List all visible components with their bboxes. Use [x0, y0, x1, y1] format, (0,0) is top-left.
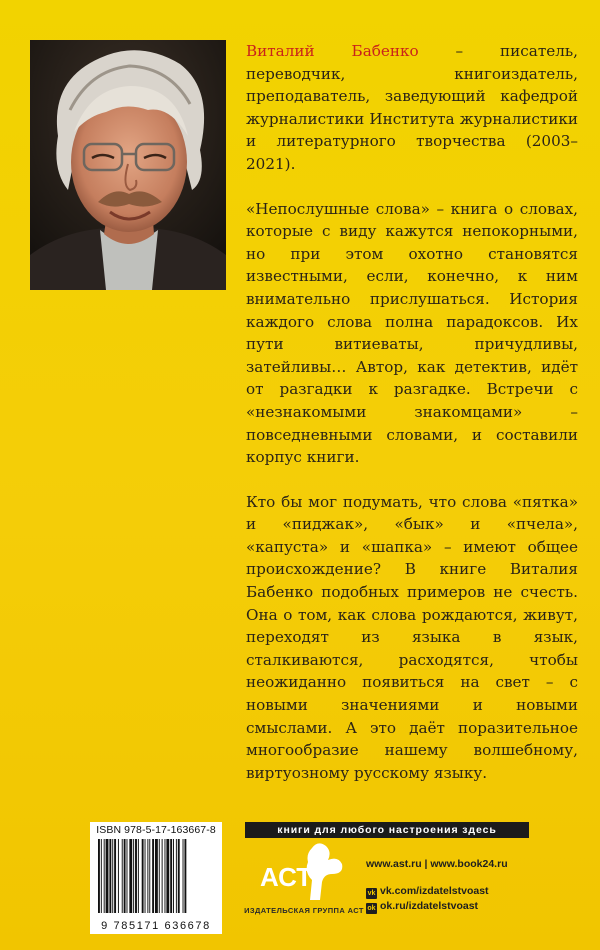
isbn-label: ISBN 978-5-17-163667-8: [96, 824, 216, 836]
barcode-digits: 9 785171 636678: [101, 920, 211, 932]
website-links[interactable]: www.ast.ru | www.book24.ru: [366, 858, 508, 870]
author-bio: [246, 40, 578, 176]
publisher-links: [366, 858, 536, 914]
author-photo: [30, 40, 226, 290]
ok-link-text: ok.ru/izdatelstvoast: [380, 900, 479, 912]
author-name: Виталий Бабенко: [246, 42, 419, 60]
vk-icon: vk: [367, 890, 376, 897]
social-link-ok[interactable]: [366, 899, 536, 914]
author-bio-text: – писатель, переводчик, книгоиздатель, преподаватель, заведующий кафедрой журналистики Института журналистики и литературного творчества (2003–2021).: [246, 42, 578, 173]
ast-logo-icon: [252, 842, 356, 902]
publisher-name: ИЗДАТЕЛЬСКАЯ ГРУППА АСТ: [244, 906, 364, 915]
book-description-continued: Кто бы мог подумать, что слова «пятка» и «пиджак», «бык» и «пчела», «капуста» и «шапка» – имеют общее происхождение? В книге Виталия Бабенко подобных примеров не счесть. Она о том, как слова рождаются, живут, переходят из языка в язык, сталкиваются, расходятся, чтобы неожиданно появиться на свет – с новыми значениями и новыми смыслами. А это даёт поразительное многообразие нашему волшебному, виртуозному русскому языку.: [246, 492, 578, 782]
slogan-banner: книги для любого настроения здесь: [245, 822, 529, 838]
ok-icon: ok: [367, 905, 376, 912]
book-description: «Непослушные слова» – книга о словах, которые с виду кажутся непокорными, но при этом охотно становятся известными, если, конечно, к ним внимательно прислушаться. История каждого слова полна парадоксов. Их пути витиеваты, причудливы, затейливы… Автор, как детектив, идёт от разгадки к разгадке. Встречи с «незнакомыми знакомцами» – повседневными словами, и составили корпус книги.: [246, 199, 578, 467]
logo-text: АСТ: [260, 862, 313, 892]
isbn-barcode-box: [90, 822, 222, 934]
description-column: [246, 40, 578, 806]
barcode-icon: [96, 839, 216, 915]
author-portrait-icon: [30, 40, 226, 290]
vk-link-text: vk.com/izdatelstvoast: [380, 885, 489, 897]
social-link-vk[interactable]: [366, 884, 536, 899]
